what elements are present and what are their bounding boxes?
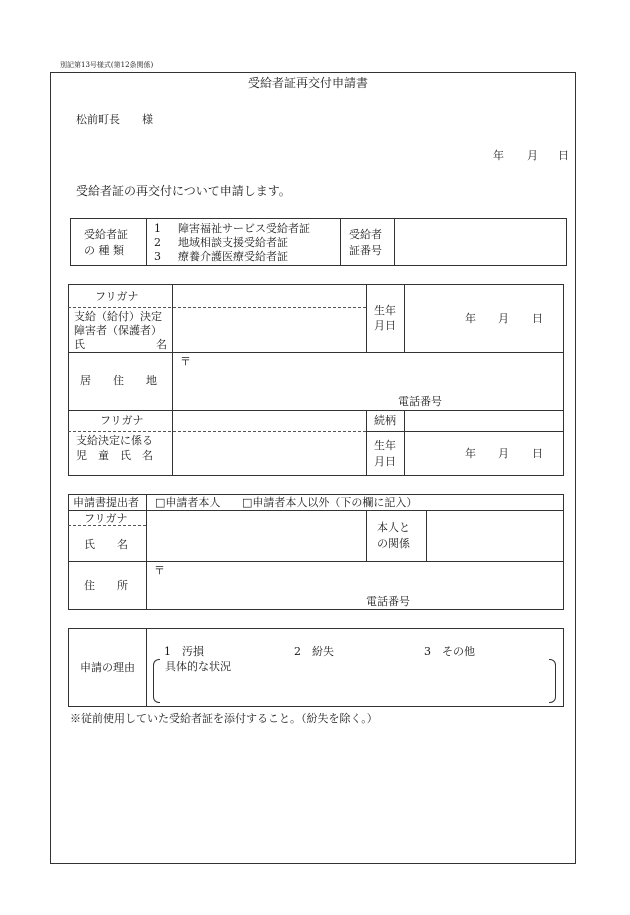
- cert-number-field[interactable]: [395, 219, 566, 265]
- applicant-name-label-3a: 氏: [74, 338, 85, 351]
- submitter-relation-label: 本人と: [377, 521, 410, 534]
- detail-label: 具体的な状況: [165, 660, 231, 673]
- submitter-furigana-label: フリガナ: [84, 512, 128, 525]
- submitter-other-checkbox[interactable]: □申請者本人以外（下の欄に記入）: [242, 496, 418, 509]
- cert-option-3[interactable]: 療養介護医療受給者証: [178, 250, 288, 263]
- postal-mark: 〒: [180, 355, 191, 368]
- applicant-name-label: 支給（給付）決定: [74, 310, 162, 323]
- submitter-relation-label-2: の関係: [377, 537, 410, 550]
- submitter-relation-field[interactable]: [427, 511, 563, 560]
- reason-label: 申請の理由: [80, 661, 135, 674]
- applicant-furigana-field[interactable]: [173, 285, 365, 306]
- cert-option-num-1: 1: [154, 222, 161, 235]
- child-birth-month: 月: [498, 447, 509, 460]
- child-name-field[interactable]: [173, 432, 365, 475]
- birth-day: 日: [532, 312, 543, 325]
- submitter-name-field[interactable]: [147, 511, 365, 560]
- detail-bracket-left: [153, 659, 160, 703]
- cert-number-label: 受給者: [349, 228, 382, 241]
- submitter-label: 申請書提出者: [73, 496, 139, 509]
- child-name-label-2: 児 童 氏 名: [76, 449, 153, 462]
- reason-option-1[interactable]: 1 汚損: [164, 645, 204, 658]
- applicant-name-label-2: 障害者（保護者）: [74, 324, 162, 337]
- cert-option-num-3: 3: [154, 250, 161, 263]
- relation-field[interactable]: [405, 411, 563, 430]
- child-name-label: 支給決定に係る: [76, 434, 153, 447]
- footnote: ※従前使用していた受給者証を添付すること。（紛失を除く。）: [70, 712, 378, 725]
- reason-detail-field[interactable]: [160, 675, 548, 700]
- cert-option-1[interactable]: 障害福祉サービス受給者証: [178, 222, 310, 235]
- cert-option-num-2: 2: [154, 236, 161, 249]
- cert-type-label-2: の 種 類: [84, 244, 124, 257]
- relation-label: 続柄: [374, 414, 396, 427]
- submitter-phone-label: 電話番号: [366, 595, 410, 608]
- submitter-address-field[interactable]: [165, 562, 562, 592]
- intro-text: 受給者証の再交付について申請します。: [76, 184, 291, 198]
- cert-number-label-2: 証番号: [349, 244, 382, 257]
- submitter-name-label: 氏 名: [84, 538, 128, 551]
- date-day: 日: [558, 149, 569, 162]
- date-year: 年: [493, 149, 504, 162]
- child-birth-year: 年: [465, 447, 476, 460]
- address-label: 居 住 地: [80, 374, 157, 387]
- submitter-self-checkbox[interactable]: □申請者本人: [155, 496, 221, 509]
- child-birth-label-2: 月日: [374, 455, 396, 468]
- birth-year: 年: [465, 312, 476, 325]
- reason-option-3[interactable]: 3 その他: [424, 645, 475, 658]
- address-field[interactable]: [190, 353, 562, 393]
- cert-type-label: 受給者証: [84, 228, 128, 241]
- reason-option-2[interactable]: 2 紛失: [294, 645, 334, 658]
- phone-label: 電話番号: [398, 395, 442, 408]
- child-birth-day: 日: [532, 447, 543, 460]
- form-number: 別記第13号様式(第12条関係): [60, 61, 154, 69]
- birth-label: 生年: [374, 304, 396, 317]
- furigana-label: フリガナ: [95, 290, 139, 303]
- detail-bracket-right: [549, 659, 556, 703]
- child-furigana-field[interactable]: [173, 411, 365, 430]
- birth-label-2: 月日: [374, 319, 396, 332]
- applicant-name-field[interactable]: [173, 308, 365, 351]
- child-birth-label: 生年: [374, 439, 396, 452]
- submitter-postal-mark: 〒: [154, 564, 165, 577]
- cert-option-2[interactable]: 地域相談支援受給者証: [178, 236, 288, 249]
- child-furigana-label: フリガナ: [100, 414, 144, 427]
- applicant-name-label-3b: 名: [156, 338, 167, 351]
- birth-month: 月: [498, 312, 509, 325]
- addressee: 松前町長 様: [76, 113, 153, 126]
- submitter-address-label: 住 所: [84, 579, 128, 592]
- date-month: 月: [527, 149, 538, 162]
- form-title: 受給者証再交付申請書: [248, 76, 369, 90]
